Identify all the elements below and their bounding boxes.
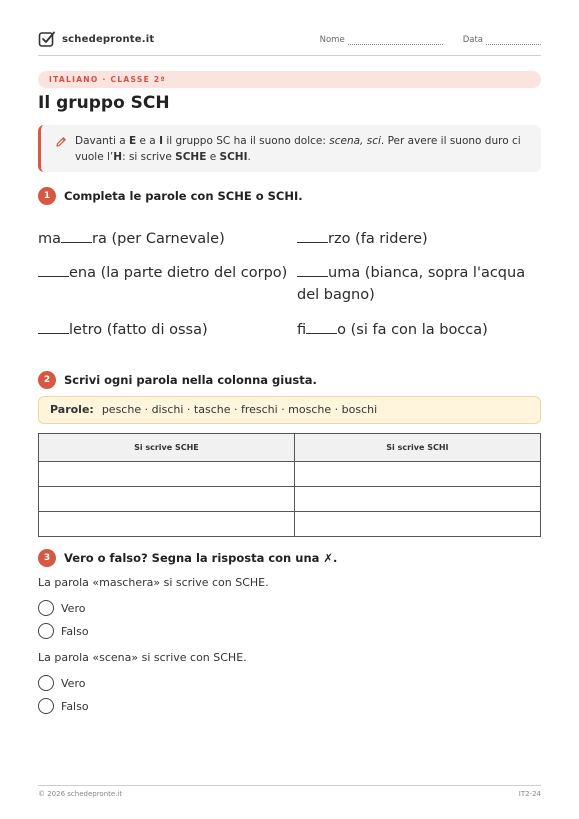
- question-text: Scrivi ogni parola nella colonna giusta.: [64, 373, 317, 387]
- page-header: [38, 28, 541, 56]
- option-vero[interactable]: [38, 675, 85, 691]
- table-cell[interactable]: [39, 487, 295, 512]
- column-header-sche: Si scrive SCHE: [39, 434, 295, 462]
- question-number: 2: [38, 371, 56, 389]
- radio-circle[interactable]: [38, 600, 54, 616]
- note-text: Davanti a: [75, 135, 129, 147]
- note-bold-schi: SCHI: [219, 151, 248, 163]
- fill-blank[interactable]: [297, 263, 328, 277]
- table-row: [39, 512, 541, 537]
- note-text: e a: [136, 135, 160, 147]
- pencil-icon: [55, 136, 67, 148]
- table-header-row: [39, 434, 541, 462]
- subject-badge: ITALIANO · CLASSE 2ª: [38, 71, 541, 88]
- question-1: [38, 187, 303, 205]
- option-label: Vero: [61, 601, 86, 615]
- name-date-fields: [320, 35, 541, 45]
- statement: La parola «scena» si scrive con SCHE.: [38, 651, 247, 664]
- page-footer: [38, 785, 541, 798]
- name-label: Nome: [319, 35, 345, 45]
- word-prefix: ma: [38, 231, 62, 247]
- radio-circle[interactable]: [38, 623, 54, 639]
- radio-circle[interactable]: [38, 698, 54, 714]
- note-bold-e: E: [128, 135, 137, 147]
- exercise-item: [38, 319, 288, 341]
- copyright: © 2026 schedepronte.it: [38, 790, 123, 798]
- checkbox-logo-icon: [38, 30, 56, 48]
- note-text: .: [247, 151, 251, 163]
- option-vero[interactable]: [38, 600, 85, 616]
- table-row: [39, 462, 541, 487]
- option-label: Falso: [61, 624, 89, 638]
- exercise-item: [297, 262, 547, 306]
- table-cell[interactable]: [39, 462, 295, 487]
- note-text: : si scrive: [122, 151, 176, 163]
- column-header-schi: Si scrive SCHI: [294, 434, 540, 462]
- date-field[interactable]: [463, 35, 541, 45]
- name-field[interactable]: [320, 35, 443, 45]
- table-row: [39, 487, 541, 512]
- table-cell[interactable]: [39, 512, 295, 537]
- sort-table: [38, 433, 541, 537]
- word-bank: [38, 396, 541, 424]
- fill-blank[interactable]: [297, 229, 328, 243]
- option-label: Vero: [61, 676, 86, 690]
- word-prefix: fi: [297, 322, 307, 338]
- note-text: il gruppo SC ha il suono dolce:: [163, 135, 330, 147]
- note-bold-i: I: [159, 135, 163, 147]
- exercise-item: [38, 262, 288, 284]
- option-label: Falso: [61, 699, 89, 713]
- date-line: [486, 36, 541, 45]
- fill-blank[interactable]: [61, 229, 92, 243]
- word-suffix: uma (bianca, sopra l'acqua del bagno): [297, 265, 526, 303]
- question-text: Vero o falso? Segna la risposta con una ✗.: [64, 551, 338, 565]
- rule-note: [38, 125, 541, 172]
- fill-blank[interactable]: [306, 320, 337, 334]
- exercise-item: [297, 228, 547, 250]
- word-suffix: rzo (fa ridere): [328, 231, 428, 247]
- logo: [38, 30, 154, 48]
- note-text: e: [206, 151, 220, 163]
- worksheet-code: IT2-24: [518, 790, 541, 798]
- word-suffix: letro (fatto di ossa): [69, 322, 208, 338]
- word-bank-label: Parole:: [50, 403, 94, 416]
- note-bold-sche: SCHE: [175, 151, 207, 163]
- note-bold-h: H: [113, 151, 123, 163]
- option-falso[interactable]: [38, 623, 89, 639]
- site-name: schedepronte.it: [62, 33, 155, 45]
- question-number: 3: [38, 549, 56, 567]
- word-suffix: ra (per Carnevale): [92, 231, 225, 247]
- fill-blank[interactable]: [38, 320, 69, 334]
- exercise-item: [38, 228, 288, 250]
- question-text: Completa le parole con SCHE o SCHI.: [64, 189, 303, 203]
- table-cell[interactable]: [294, 462, 540, 487]
- question-2: [38, 371, 317, 389]
- page-title: Il gruppo SCH: [38, 93, 170, 113]
- exercise-item: [297, 319, 547, 341]
- statement: La parola «maschera» si scrive con SCHE.: [38, 576, 269, 589]
- word-suffix: o (si fa con la bocca): [337, 322, 488, 338]
- word-suffix: ena (la parte dietro del corpo): [69, 265, 288, 281]
- table-cell[interactable]: [294, 512, 540, 537]
- radio-circle[interactable]: [38, 675, 54, 691]
- note-examples: scena, sci: [329, 135, 381, 147]
- question-3: [38, 549, 337, 567]
- table-cell[interactable]: [294, 487, 540, 512]
- fill-blank[interactable]: [38, 263, 69, 277]
- name-line: [348, 36, 443, 45]
- date-label: Data: [462, 35, 483, 45]
- note-text: . Per avere il suono duro ci vuole l’: [75, 135, 521, 163]
- word-bank-words: pesche · dischi · tasche · freschi · mosche · boschi: [101, 403, 378, 416]
- option-falso[interactable]: [38, 698, 89, 714]
- question-number: 1: [38, 187, 56, 205]
